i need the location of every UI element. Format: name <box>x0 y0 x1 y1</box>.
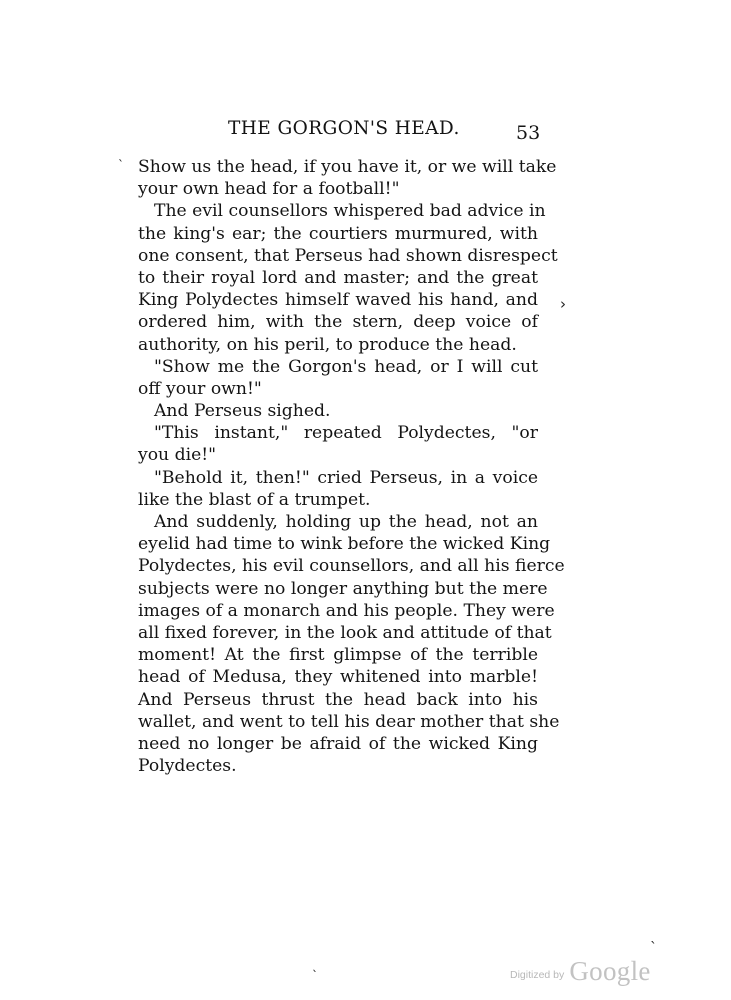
text-line: one consent, that Perseus had shown disrespect <box>138 245 558 266</box>
text-line: images of a monarch and his people. They were <box>138 600 555 621</box>
text-line: "Show me the Gorgon's head, or I will cut <box>154 356 538 377</box>
text-line: "Behold it, then!" cried Perseus, in a voice <box>154 467 538 488</box>
text-line: moment! At the first glimpse of the terrible <box>138 645 538 666</box>
text-line: King Polydectes himself waved his hand, and <box>138 290 538 311</box>
bottom-tick-mark: ˎ <box>312 958 318 972</box>
text-line: And Perseus thrust the head back into his <box>138 689 538 710</box>
text-line: Polydectes. <box>138 756 237 777</box>
digitized-by-label: Digitized by <box>510 969 565 981</box>
text-line: all fixed forever, in the look and attitude of that <box>138 622 552 643</box>
text-line: authority, on his peril, to produce the head. <box>138 334 517 355</box>
google-logo: Google <box>569 956 651 986</box>
text-line: your own head for a football!" <box>138 179 400 200</box>
text-line: ordered him, with the stern, deep voice of <box>138 312 538 333</box>
text-line: like the blast of a trumpet. <box>138 489 371 510</box>
page-number: 53 <box>516 122 541 144</box>
body-text <box>138 156 565 777</box>
text-line: head of Medusa, they whitened into marble! <box>138 667 538 688</box>
text-line: Show us the head, if you have it, or we will take <box>138 157 557 177</box>
text-line: eyelid had time to wink before the wicked King <box>138 534 551 555</box>
text-line: to their royal lord and master; and the great <box>138 267 538 288</box>
text-line: off your own!" <box>138 378 262 399</box>
text-line: need no longer be afraid of the wicked King <box>138 733 538 754</box>
text-line: The evil counsellors whispered bad advice in <box>154 201 546 222</box>
text-line: subjects were no longer anything but the mere <box>138 578 548 599</box>
text-line: And Perseus sighed. <box>154 401 331 422</box>
text-line: And suddenly, holding up the head, not an <box>154 512 538 532</box>
margin-angle-mark: › <box>560 295 566 313</box>
running-head-title: THE GORGON'S HEAD. <box>228 118 460 139</box>
text-line: "This instant," repeated Polydectes, "or <box>154 423 538 444</box>
text-line: Polydectes, his evil counsellors, and all his fierce <box>138 556 565 577</box>
text-line: the king's ear; the courtiers murmured, with <box>138 223 538 244</box>
margin-tick-mark: ˋ <box>118 158 124 172</box>
digitized-by-google-watermark <box>510 956 651 987</box>
text-line: wallet, and went to tell his dear mother that she <box>138 711 560 732</box>
text-line: you die!" <box>138 445 217 466</box>
margin-comma-mark: ˎ <box>650 928 657 944</box>
